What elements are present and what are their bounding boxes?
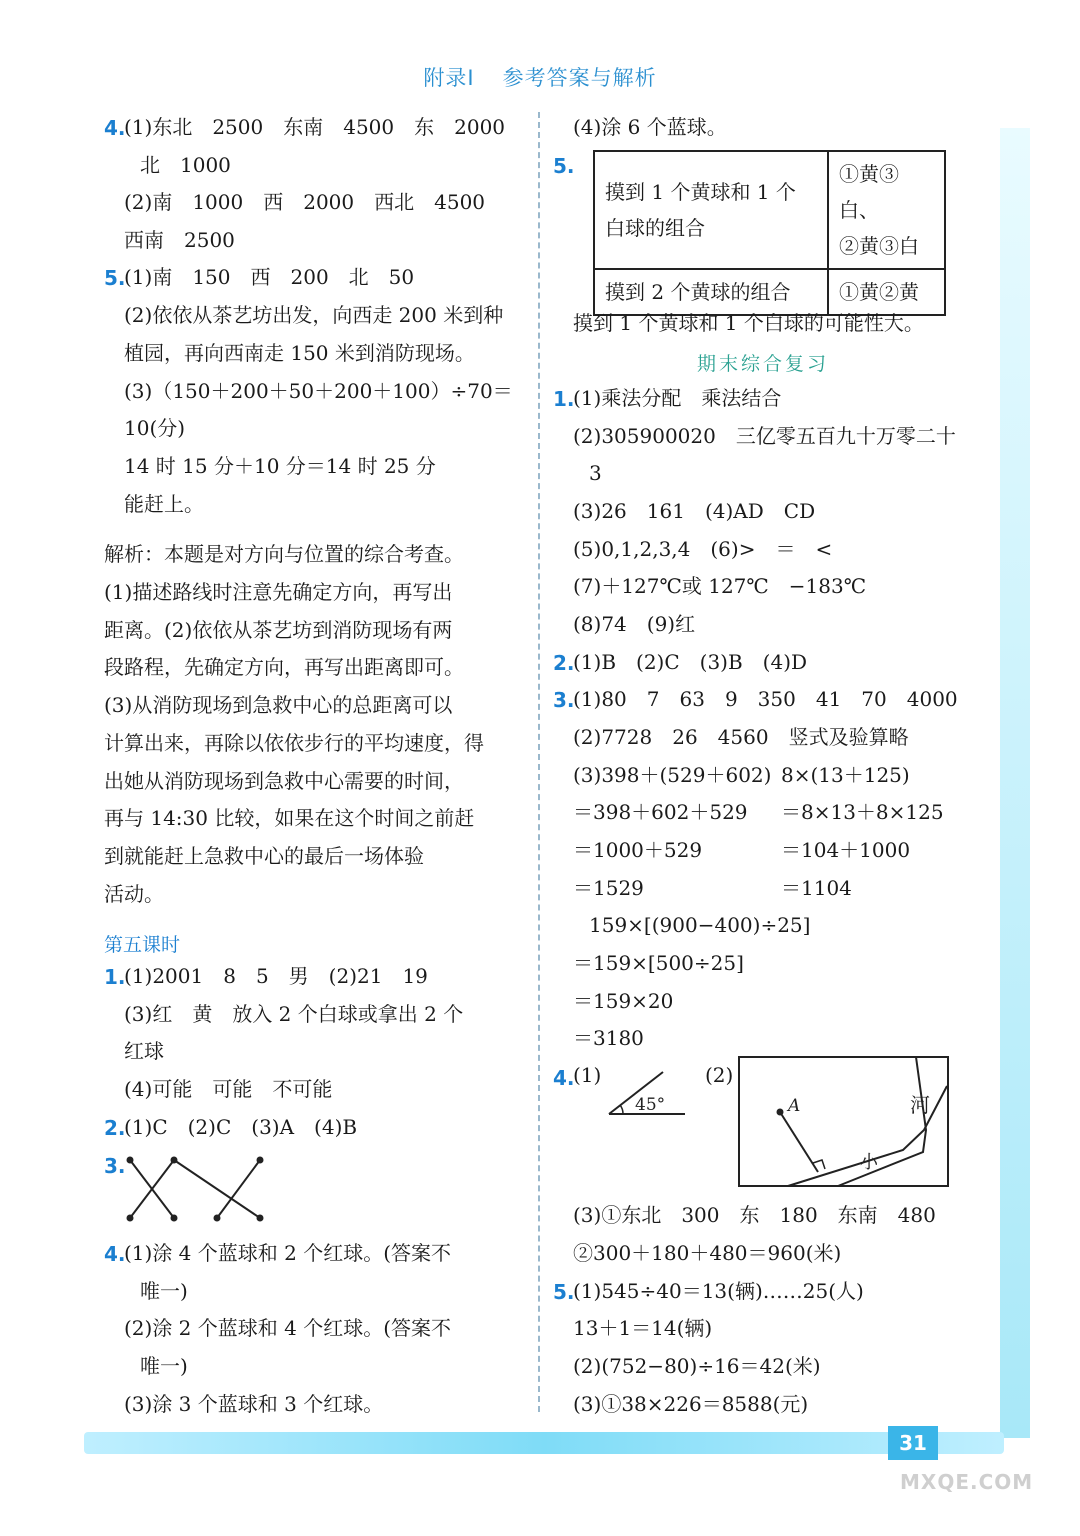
answer-line: (2)(752−80)÷16＝42(米) <box>573 1354 821 1378</box>
analysis-line: 距离。(2)依依从茶艺坊到消防现场有两 <box>104 618 453 642</box>
answer-line: (2)7728 26 4560 竖式及验算略 <box>573 725 909 749</box>
question-number: 1. <box>553 387 575 411</box>
answer-line: (1)545÷40＝13(辆)……25(人) <box>573 1279 864 1303</box>
answer-line: (3)红 黄 放入 2 个白球或拿出 2 个 <box>124 1002 464 1026</box>
section-title: 第五课时 <box>104 934 181 956</box>
table-cell: 摸到 2 个黄球的组合 <box>594 269 828 315</box>
header-appendix: 附录Ⅰ <box>423 66 475 90</box>
analysis-line: 解析：本题是对方向与位置的综合考查。 <box>104 542 464 566</box>
analysis-line: (1)描述路线时注意先确定方向，再写出 <box>104 580 453 604</box>
calc-line: ＝3180 <box>573 1026 644 1050</box>
analysis-line: 到就能赶上急救中心的最后一场体验 <box>104 844 424 868</box>
answer-line: (1)南 150 西 200 北 50 <box>124 265 415 289</box>
answer-line: (2)305900020 三亿零五百九十万零二十 <box>573 424 956 448</box>
calc-line: 8×(13＋125) <box>781 763 910 787</box>
table-row <box>594 151 945 269</box>
part-label: (2) <box>705 1063 734 1087</box>
bottom-decor-band <box>84 1432 1004 1454</box>
analysis-line: 活动。 <box>104 882 164 906</box>
answer-line: 唯一) <box>140 1354 188 1378</box>
answer-line: (1)80 7 63 9 350 41 70 4000 <box>573 687 958 711</box>
river-label: 小 <box>860 1152 878 1173</box>
question-number: 5. <box>104 266 126 290</box>
analysis-line: (3)从消防现场到急救中心的总距离可以 <box>104 693 453 717</box>
answer-line: 唯一) <box>140 1279 188 1303</box>
cell-text: ①黄③白、 <box>839 162 899 222</box>
calc-line: ＝159×[500÷25] <box>573 951 744 975</box>
analysis-line: 计算出来，再除以依依步行的平均速度，得 <box>104 731 484 755</box>
answer-line: (1)东北 2500 东南 4500 东 2000 <box>124 115 506 139</box>
answer-line: (1)2001 8 5 男 (2)21 19 <box>124 964 428 988</box>
matching-lines-figure <box>122 1152 272 1224</box>
answer-line: 13＋1＝14(辆) <box>573 1316 713 1340</box>
combination-table <box>593 150 946 316</box>
question-number: 1. <box>104 965 126 989</box>
answer-line: 3 <box>589 461 602 485</box>
analysis-line: 段路程，先确定方向，再写出距离即可。 <box>104 655 464 679</box>
answer-line: ②300＋180＋480＝960(米) <box>573 1241 842 1265</box>
header-title: 参考答案与解析 <box>502 66 657 90</box>
answer-line: (8)74 (9)红 <box>573 612 696 636</box>
point-label: A <box>788 1096 801 1116</box>
answer-line: 红球 <box>124 1039 164 1063</box>
calc-line: 159×[(900−400)÷25] <box>589 913 811 937</box>
answer-line: (4)涂 6 个蓝球。 <box>573 115 727 139</box>
calc-line: ＝1104 <box>781 876 852 900</box>
river-map-figure <box>738 1056 950 1188</box>
answer-line: 摸到 1 个黄球和 1 个白球的可能性大。 <box>573 311 924 335</box>
cell-text: 白球的组合 <box>605 216 705 240</box>
page-header <box>0 62 1080 92</box>
calc-line: ＝1529 <box>573 876 644 900</box>
answer-line: (1)C (2)C (3)A (4)B <box>124 1115 358 1139</box>
calc-line: ＝1000＋529 <box>573 838 703 862</box>
answer-line: 14 时 15 分＋10 分＝14 时 25 分 <box>124 454 436 478</box>
question-number: 5. <box>553 1280 575 1304</box>
answer-line: (4)可能 可能 不可能 <box>124 1077 333 1101</box>
answer-line: 10(分) <box>124 416 186 440</box>
cell-text: ②黄③白 <box>839 234 919 258</box>
answer-line: (3)①38×226＝8588(元) <box>573 1392 809 1416</box>
table-cell <box>594 151 828 269</box>
question-number: 4. <box>104 116 126 140</box>
question-number: 5. <box>553 154 575 178</box>
cell-text: 摸到 1 个黄球和 1 个 <box>605 180 796 204</box>
answer-line: (7)＋127℃或 127℃ −183℃ <box>573 574 867 598</box>
angle-figure <box>605 1070 689 1120</box>
question-number: 4. <box>553 1066 575 1090</box>
calc-line: (3)398＋(529＋602) <box>573 763 772 787</box>
answer-line: (3)涂 3 个蓝球和 3 个红球。 <box>124 1392 384 1416</box>
answer-line: 能赶上。 <box>124 492 204 516</box>
answer-line: (1)涂 4 个蓝球和 2 个红球。(答案不 <box>124 1241 452 1265</box>
side-decor-band <box>1000 128 1030 1438</box>
page-number: 31 <box>888 1426 938 1460</box>
table-row <box>594 269 945 315</box>
analysis-line: 出她从消防现场到急救中心需要的时间， <box>104 769 464 793</box>
answer-line: 北 1000 <box>140 153 231 177</box>
table-cell <box>828 151 945 269</box>
question-number: 2. <box>553 651 575 675</box>
answer-line: (5)0,1,2,3,4 (6)> ＝ < <box>573 537 833 561</box>
question-number: 4. <box>104 1242 126 1266</box>
calc-line: ＝398＋602＋529 <box>573 800 748 824</box>
angle-label: 45° <box>635 1095 666 1115</box>
question-number: 3. <box>104 1154 126 1178</box>
answer-line: 植园，再向西南走 150 米到消防现场。 <box>124 341 475 365</box>
table-cell: ①黄②黄 <box>828 269 945 315</box>
answer-line: (3)（150＋200＋50＋200＋100）÷70＝ <box>124 379 513 403</box>
answer-line: (1)乘法分配 乘法结合 <box>573 386 782 410</box>
answer-line: (3)①东北 300 东 180 东南 480 <box>573 1203 936 1227</box>
answer-line: (2)依依从茶艺坊出发，向西走 200 米到种 <box>124 303 504 327</box>
calc-line: ＝159×20 <box>573 989 674 1013</box>
answer-line: (1)B (2)C (3)B (4)D <box>573 650 808 674</box>
column-divider <box>538 112 540 1412</box>
section-title: 期末综合复习 <box>696 353 829 375</box>
calc-line: ＝104＋1000 <box>781 838 911 862</box>
question-number: 2. <box>104 1116 126 1140</box>
answer-line: (3)26 161 (4)AD CD <box>573 499 816 523</box>
answer-line: 西南 2500 <box>124 228 235 252</box>
answer-line: (2)涂 2 个蓝球和 4 个红球。(答案不 <box>124 1316 452 1340</box>
calc-line: ＝8×13＋8×125 <box>781 800 944 824</box>
part-label: (1) <box>573 1063 602 1087</box>
analysis-line: 再与 14:30 比较，如果在这个时间之前赶 <box>104 806 475 830</box>
river-label: 河 <box>910 1093 930 1117</box>
answer-line: (2)南 1000 西 2000 西北 4500 <box>124 190 486 214</box>
question-number: 3. <box>553 688 575 712</box>
watermark: MXQE.COM <box>900 1470 1034 1494</box>
